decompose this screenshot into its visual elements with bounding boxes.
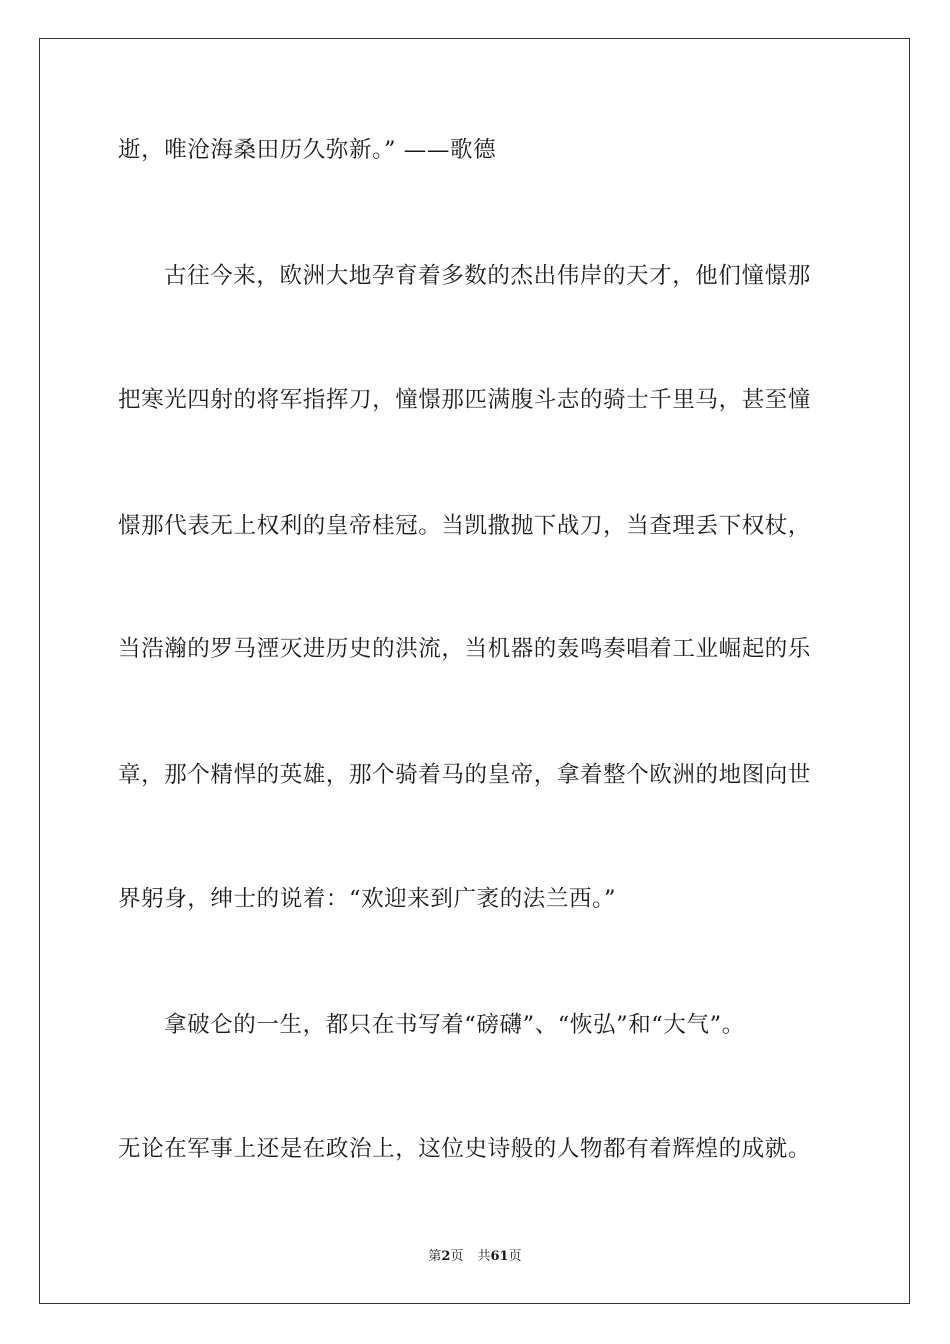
text-line-1: 逝，唯沧海桑田历久弥新。” ——歌德	[118, 137, 497, 163]
page-prefix: 第	[428, 1249, 442, 1264]
total-suffix: 页	[508, 1249, 522, 1264]
total-prefix: 共	[477, 1249, 491, 1264]
total-pages: 61	[490, 1249, 509, 1264]
text-line-2: 古往今来，欧洲大地孕育着多数的杰出伟岸的天才，他们憧憬那	[164, 263, 811, 289]
text-line-8: 拿破仑的一生，都只在书写着“磅礴”、“恢弘”和“大气”。	[164, 1012, 745, 1038]
page-footer	[0, 1248, 950, 1266]
page-number: 2	[441, 1249, 451, 1264]
text-line-9: 无论在军事上还是在政治上，这位史诗般的人物都有着辉煌的成就。	[118, 1136, 812, 1162]
text-line-7: 界躬身，绅士的说着：“欢迎来到广袤的法兰西。”	[118, 886, 617, 912]
text-line-4: 憬那代表无上权利的皇帝桂冠。当凯撒抛下战刀，当查理丢下权杖，	[118, 513, 812, 539]
text-line-6: 章，那个精悍的英雄，那个骑着马的皇帝，拿着整个欧洲的地图向世	[118, 762, 812, 788]
page-border	[39, 38, 910, 1304]
page-suffix: 页	[450, 1249, 464, 1264]
text-line-3: 把寒光四射的将军指挥刀，憧憬那匹满腹斗志的骑士千里马，甚至憧	[118, 387, 812, 413]
text-line-5: 当浩瀚的罗马湮灭进历史的洪流，当机器的轰鸣奏唱着工业崛起的乐	[118, 636, 812, 662]
